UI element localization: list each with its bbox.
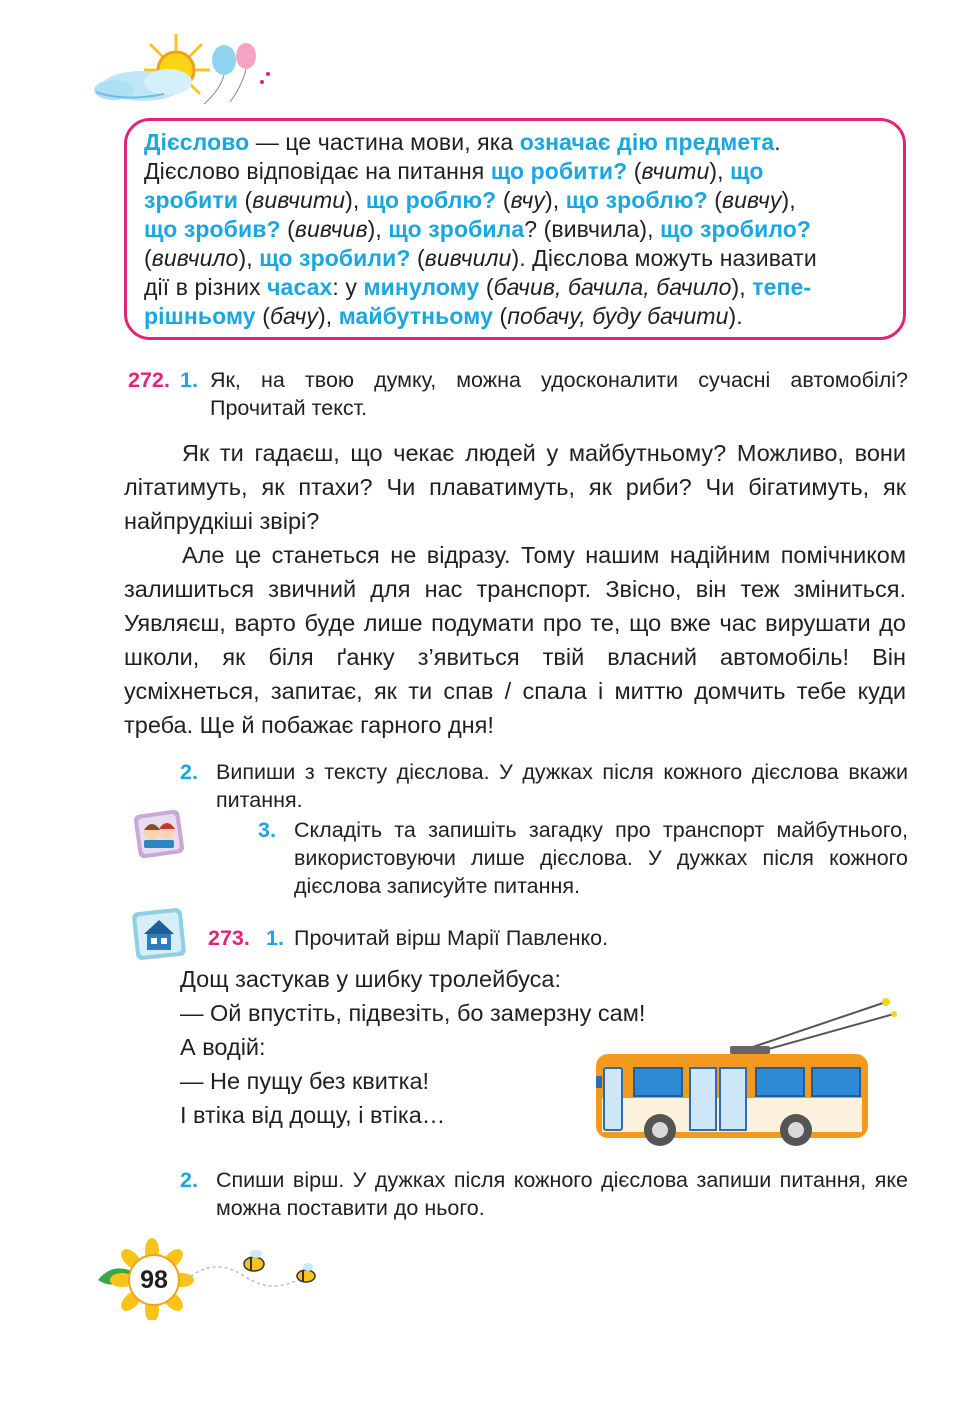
poem-line-1: Дощ застукав у шибку тролейбуса:	[180, 966, 561, 992]
ex273-task2-text: Спиши вірш. У дужках після кожного дієслова запиши питання, яке можна поставити до нього.	[216, 1168, 908, 1220]
ex273-task1-number: 1.	[266, 926, 284, 950]
ex272-paragraph-2: Але це станеться не відразу. Тому нашим надійним помічником залишиться звичний для нас транспорт. Звісно, він теж зміниться. Уявляєш, варто буде лише подумати про те, що вже час вирушати до школи, як біля ґанку з’явиться твій власний автомобіль! Він усміхнеться, запитає, як ти спав / спала і миттю домчить тебе куди треба. Ще й побажає гарного дня!	[124, 542, 906, 738]
rule-line-5: (вивчило), що зробили? (вивчили). Дієслова можуть називати	[144, 245, 817, 271]
ex272-task3-number: 3.	[258, 818, 276, 842]
ex272-task1-number: 1.	[180, 368, 198, 392]
rule-line-1: Дієслово — це частина мови, яка означає дію предмета.	[144, 129, 781, 155]
rule-text	[144, 128, 890, 331]
rule-line-2: Дієслово відповідає на питання що робити? (вчити), що	[144, 158, 764, 184]
sun-cloud-balloons-icon	[84, 30, 284, 116]
poem-line-5: І втіка від дощу, і втіка…	[180, 1102, 446, 1128]
trolleybus-icon	[590, 996, 930, 1148]
rule-line-4: що зробив? (вивчив), що зробила? (вивчила), що зробило?	[144, 216, 812, 242]
ex272-number: 272.	[128, 368, 170, 392]
children-pair-work-icon	[130, 806, 188, 862]
page-number: 98	[128, 1254, 180, 1306]
house-homework-icon	[130, 906, 188, 962]
ex272-task2-text: Випиши з тексту дієслова. У дужках після кожного дієслова вкажи питання.	[216, 760, 908, 812]
ex272-task3-text: Складіть та запишіть загадку про транспорт майбутнього, використовуючи лише дієслова. У дужках після кожного дієслова записуйте питання.	[294, 818, 908, 898]
rule-line-6: дії в різних часах: у минулому (бачив, бачила, бачило), тепе-	[144, 274, 812, 300]
ex272-task2-number: 2.	[180, 760, 198, 784]
ex272-paragraph-1: Як ти гадаєш, що чекає людей у майбутньому? Можливо, вони літатимуть, як птахи? Чи плаватимуть, як риби? Чи бігатимуть, як найпрудкіші звірі?	[124, 440, 906, 534]
poem-line-4: — Не пущу без квитка!	[180, 1068, 430, 1094]
ex273-task2-number: 2.	[180, 1168, 198, 1192]
ex273-number: 273.	[208, 926, 250, 950]
ex272-text	[124, 436, 906, 742]
ex272-task1-text: Як, на твою думку, можна удосконалити сучасні автомобілі? Прочитай текст.	[210, 368, 908, 420]
poem-line-2: — Ой впустіть, підвезіть, бо замерзну сам!	[180, 1000, 646, 1026]
poem-line-3: А водій:	[180, 1034, 266, 1060]
ex273-task1-text: Прочитай вірш Марії Павленко.	[294, 926, 609, 950]
rule-line-7: рішньому (бачу), майбутньому (побачу, буду бачити).	[144, 303, 743, 329]
rule-line-3: зробити (вивчити), що роблю? (вчу), що зроблю? (вивчу),	[144, 187, 796, 213]
